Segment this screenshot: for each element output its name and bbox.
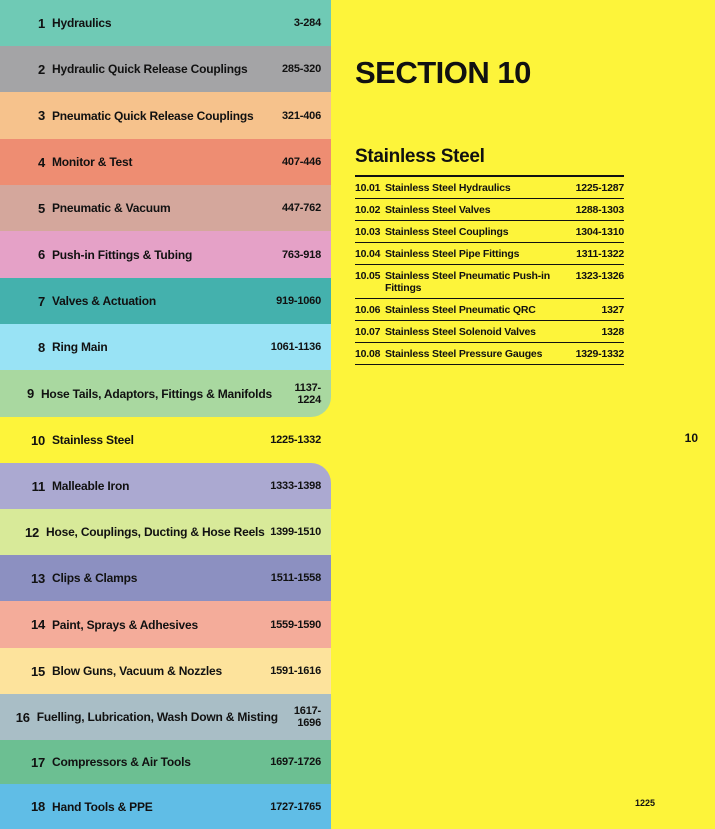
section-tab-pages: 1061-1136 <box>270 341 321 353</box>
toc-code: 10.03 <box>355 226 381 238</box>
section-tab-num: 5 <box>37 200 45 216</box>
section-side-marker: 10 <box>684 431 698 445</box>
toc-pages: 1304-1310 <box>575 226 624 238</box>
section-tab-14[interactable] <box>0 601 331 648</box>
section-tab-pages: 407-446 <box>282 156 321 168</box>
section-tab-num: 13 <box>30 570 45 586</box>
section-tab-pages: 1225-1332 <box>270 434 321 446</box>
toc-pages: 1323-1326 <box>575 270 624 282</box>
toc-pages: 1288-1303 <box>575 204 624 216</box>
section-tab-17[interactable] <box>0 740 331 784</box>
section-tab-2[interactable] <box>0 46 331 92</box>
toc-pages: 1329-1332 <box>575 348 624 360</box>
section-tab-num: 17 <box>30 754 45 770</box>
section-tab-13[interactable] <box>0 555 331 601</box>
page-number: 1225 <box>635 798 656 808</box>
toc-name: Stainless Steel Pipe Fittings <box>385 248 520 260</box>
section-tab-num: 8 <box>37 339 45 355</box>
section-tab-num: 4 <box>37 154 45 170</box>
section-tab-num: 16 <box>15 709 30 725</box>
section-tab-num: 15 <box>30 663 45 679</box>
section-tab-num: 10 <box>30 432 45 448</box>
toc-row[interactable] <box>355 177 624 199</box>
section-tab-10[interactable] <box>0 417 331 463</box>
section-tab-title: Pneumatic & Vacuum <box>52 201 171 215</box>
toc-pages: 1328 <box>601 326 624 338</box>
section-tab-pages: 1137-1224 <box>294 381 321 406</box>
toc-code: 10.02 <box>355 204 381 216</box>
toc-code: 10.07 <box>355 326 381 338</box>
section-tab-title: Hose, Couplings, Ducting & Hose Reels <box>46 525 265 539</box>
section-tab-16[interactable] <box>0 694 331 740</box>
toc-code: 10.04 <box>355 248 381 260</box>
section-tab-title: Push-in Fittings & Tubing <box>52 247 193 262</box>
section-tab-title: Blow Guns, Vacuum & Nozzles <box>52 664 222 678</box>
section-tab-4[interactable] <box>0 139 331 185</box>
section-tab-num: 6 <box>37 247 45 262</box>
section-tab-title: Fuelling, Lubrication, Wash Down & Misting <box>36 710 278 724</box>
toc-row[interactable] <box>355 221 624 243</box>
section-tab-9[interactable] <box>0 370 331 417</box>
toc-name: Stainless Steel Hydraulics <box>385 182 511 194</box>
section-tab-pages: 1697-1726 <box>270 756 321 768</box>
section-tab-pages: 1559-1590 <box>270 618 321 631</box>
section-name: Stainless Steel <box>355 146 485 167</box>
section-tab-title: Malleable Iron <box>52 479 130 493</box>
section-tab-title: Paint, Sprays & Adhesives <box>52 617 198 632</box>
toc-name: Stainless Steel Valves <box>385 204 491 216</box>
section-tab-title: Hose Tails, Adaptors, Fittings & Manifolds <box>40 386 272 401</box>
section-tab-title: Ring Main <box>52 340 108 354</box>
section-index-sidebar <box>0 0 331 829</box>
section-tab-pages: 1333-1398 <box>270 480 321 492</box>
section-tab-12[interactable] <box>0 509 331 555</box>
section-tab-num: 18 <box>30 799 45 814</box>
toc-row[interactable] <box>355 343 624 365</box>
section-tab-num: 9 <box>26 386 34 401</box>
toc-name: Stainless Steel Pneumatic Push-in Fittings <box>385 270 550 294</box>
section-tab-num: 12 <box>24 524 40 540</box>
section-tab-8[interactable] <box>0 324 331 370</box>
toc-row[interactable] <box>355 243 624 265</box>
toc-row[interactable] <box>355 199 624 221</box>
section-tab-title: Monitor & Test <box>52 155 133 169</box>
section-tab-title: Valves & Actuation <box>52 294 156 308</box>
section-tab-7[interactable] <box>0 278 331 324</box>
toc-code: 10.05 <box>355 270 381 282</box>
toc-code: 10.08 <box>355 348 381 360</box>
section-tab-pages: 1399-1510 <box>270 526 321 538</box>
section-tab-title: Hand Tools & PPE <box>52 799 153 814</box>
section-tab-title: Stainless Steel <box>52 433 134 447</box>
toc-name: Stainless Steel Solenoid Valves <box>385 326 536 338</box>
section-tab-pages: 1591-1616 <box>270 665 321 677</box>
toc-name: Stainless Steel Pressure Gauges <box>385 348 543 360</box>
toc-row[interactable] <box>355 321 624 343</box>
section-tab-pages: 447-762 <box>282 202 321 214</box>
toc-pages: 1327 <box>601 304 624 316</box>
section-tab-6[interactable] <box>0 231 331 278</box>
toc-row[interactable] <box>355 299 624 321</box>
section-tab-5[interactable] <box>0 185 331 231</box>
section-tab-pages: 763-918 <box>282 248 321 261</box>
toc-name: Stainless Steel Couplings <box>385 226 509 238</box>
section-tab-18[interactable] <box>0 784 331 829</box>
toc-pages: 1311-1322 <box>576 248 624 260</box>
section-contents-list <box>355 175 624 365</box>
section-tab-pages: 321-406 <box>282 109 321 122</box>
section-tab-pages: 1511-1558 <box>270 572 321 584</box>
toc-name: Stainless Steel Pneumatic QRC <box>385 304 536 316</box>
section-tab-pages: 919-1060 <box>276 295 321 307</box>
section-tab-num: 7 <box>37 293 45 309</box>
section-tab-num: 11 <box>31 478 45 494</box>
section-tab-11[interactable] <box>0 463 331 509</box>
section-tab-pages: 3-284 <box>293 17 321 29</box>
toc-pages: 1225-1287 <box>575 182 624 194</box>
section-tab-pages: 1727-1765 <box>270 800 321 813</box>
toc-row[interactable] <box>355 265 624 299</box>
section-tab-num: 1 <box>37 15 45 31</box>
toc-code: 10.01 <box>355 182 381 194</box>
section-tab-title: Hydraulic Quick Release Couplings <box>52 62 248 76</box>
section-tab-title: Hydraulics <box>52 16 112 30</box>
toc-code: 10.06 <box>355 304 381 316</box>
section-tab-15[interactable] <box>0 648 331 694</box>
section-tab-num: 3 <box>37 108 45 123</box>
section-tab-num: 14 <box>30 617 45 632</box>
section-tab-1[interactable] <box>0 0 331 46</box>
section-tab-num: 2 <box>37 61 45 77</box>
section-tab-pages: 285-320 <box>282 63 321 75</box>
section-tab-title: Clips & Clamps <box>52 571 138 585</box>
page-title: SECTION 10 <box>355 55 531 90</box>
section-tab-title: Compressors & Air Tools <box>52 755 191 769</box>
section-tab-title: Pneumatic Quick Release Couplings <box>52 108 254 123</box>
section-tab-3[interactable] <box>0 92 331 139</box>
section-tab-pages: 1617-1696 <box>293 705 321 729</box>
